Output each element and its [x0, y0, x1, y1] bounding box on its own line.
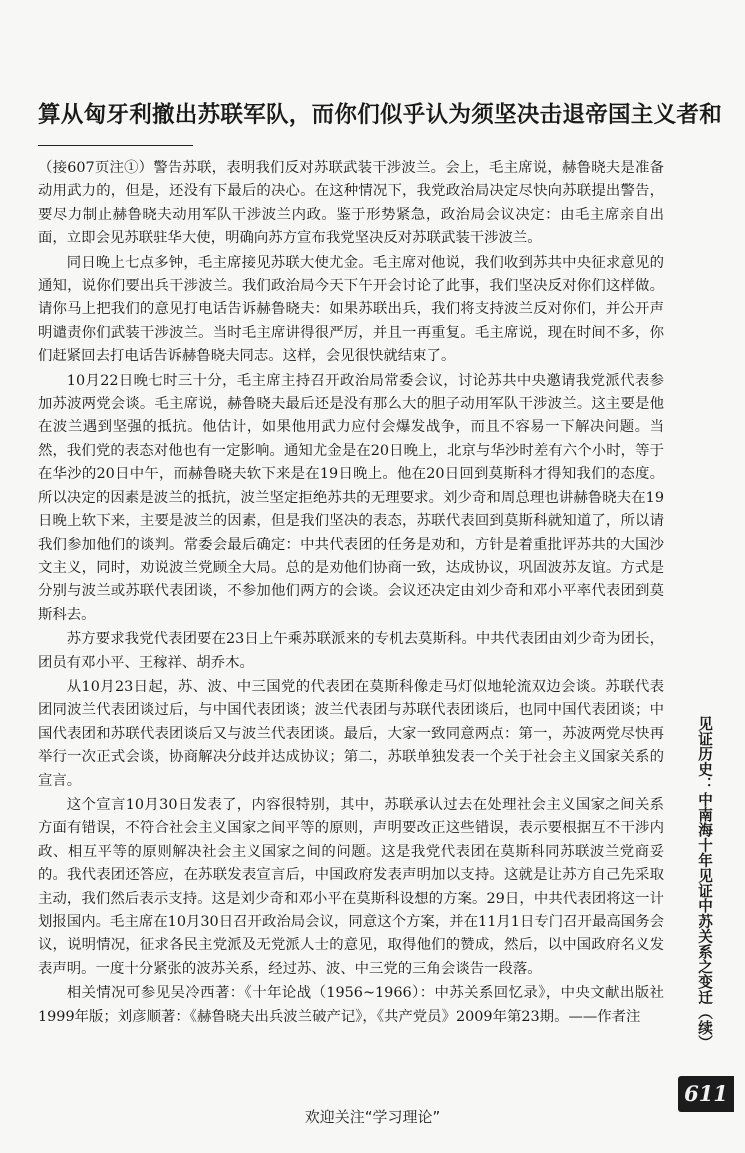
footnote-block — [38, 157, 664, 1030]
body-text-line: 算从匈牙利撤出苏联军队，而你们似乎认为须坚决击退帝国主义者和 — [38, 102, 723, 128]
page-number: 611 — [684, 1081, 728, 1106]
footnote-paragraph: 这个宣言10月30日发表了，内容很特别，其中，苏联承认过去在处理社会主义国家之间关系方面有错误，不符合社会主义国家之间平等的原则，声明要改正这些错误，表示要根据互不干涉内政、相互平等的原则解决社会主义国家之间的问题。这是我党代表团在莫斯科同苏联波兰党商妥的。我代表团还答应，在苏联发表宣言后，中国政府发表声明加以支持。这就是让苏方自己先采取主动，我们然后表示支持。这是刘少奇和邓小平在莫斯科设想的方案。29日，中共代表团将这一计划报国内。毛主席在10月30日召开政治局会议，同意这个方案，并在11月1日专门召开最高国务会议，说明情况，征求各民主党派及无党派人士的意见，取得他们的赞成，然后，以中国政府名义发表声明。一度十分紧张的波苏关系，经过苏、波、中三党的三角会谈告一段落。 — [38, 796, 664, 977]
running-section-title: 见证历史：中南海十年见证中苏关系之变迁（续） — [696, 716, 713, 1051]
footnote-paragraph: 相关情况可参见吴冷西著：《十年论战（1956~1966）：中苏关系回忆录》，中央文献出版社1999年版；刘彦顺著：《赫鲁晓夫出兵波兰破产记》，《共产党员》2009年第23期。——作者注 — [38, 985, 664, 1025]
footnote-divider — [38, 145, 193, 146]
footnote-paragraph: 从10月23日起，苏、波、中三国党的代表团在莫斯科像走马灯似地轮流双边会谈。苏联代表团同波兰代表团谈过后，与中国代表团谈；波兰代表团与苏联代表团谈后，也同中国代表团谈；中国代表团和苏联代表团谈后又与波兰代表团谈。最后，大家一致同意两点：第一，苏波两党尽快再举行一次正式会谈，协商解决分歧并达成协议；第二，苏联单独发表一个关于社会主义国家关系的宣言。 — [38, 678, 664, 789]
footnote-paragraph: （接607页注①）警告苏联，表明我们反对苏联武装干涉波兰。会上，毛主席说，赫鲁晓夫是准备动用武力的，但是，还没有下最后的决心。在这种情况下，我党政治局决定尽快向苏联提出警告，要尽力制止赫鲁晓夫动用军队干涉波兰内政。鉴于形势紧急，政治局会议决定：由毛主席亲自出面，立即会见苏联驻华大使，明确向苏方宣布我党坚决反对苏联武装干涉波兰。 — [38, 160, 664, 247]
footnote-paragraph: 10月22日晚七时三十分，毛主席主持召开政治局常委会议，讨论苏共中央邀请我党派代表参加苏波两党会谈。毛主席说，赫鲁晓夫最后还是没有那么大的胆子动用军队干涉波兰。这主要是他在波兰遇到坚强的抵抗。他估计，如果他用武力应付会爆发战争，而且不容易一下解决问题。当然，我们党的表态对他也有一定影响。通知尤金是在20日晚上，北京与华沙时差有六个小时，等于在华沙的20日中午，而赫鲁晓夫软下来是在19日晚上。他在20日回到莫斯科才得知我们的态度。所以决定的因素是波兰的抵抗，波兰坚定拒绝苏共的无理要求。刘少奇和周总理也讲赫鲁晓夫在19日晚上软下来，主要是波兰的因素，但是我们坚决的表态，苏联代表回到莫斯科就知道了，所以请我们参加他们的谈判。常委会最后确定：中共代表团的任务是劝和，方针是着重批评苏共的大国沙文主义，同时，劝说波兰党顾全大局。总的是劝他们协商一致，达成协议，巩固波苏友谊。方式是分别与波兰或苏联代表团谈，不参加他们两方的会谈。会议还决定由刘少奇和邓小平率代表团到莫斯科去。 — [38, 372, 664, 623]
footnote-paragraph: 同日晚上七点多钟，毛主席接见苏联大使尤金。毛主席对他说，我们收到苏共中央征求意见的通知，说你们要出兵干涉波兰。我们政治局今天下午开会讨论了此事，我们坚决反对你们这样做。请你马上把我们的意见打电话告诉赫鲁晓夫：如果苏联出兵，我们将支持波兰反对你们，并公开声明谴责你们武装干涉波兰。当时毛主席讲得很严厉，并且一再重复。毛主席说，现在时间不多，你们赶紧回去打电话告诉赫鲁晓夫同志。这样，会见很快就结束了。 — [38, 254, 664, 365]
footer-text: 欢迎关注“学习理论” — [304, 1108, 441, 1126]
footnote-paragraph: 苏方要求我党代表团要在23日上午乘苏联派来的专机去莫斯科。中共代表团由刘少奇为团长，团员有邓小平、王稼祥、胡乔木。 — [38, 631, 664, 671]
